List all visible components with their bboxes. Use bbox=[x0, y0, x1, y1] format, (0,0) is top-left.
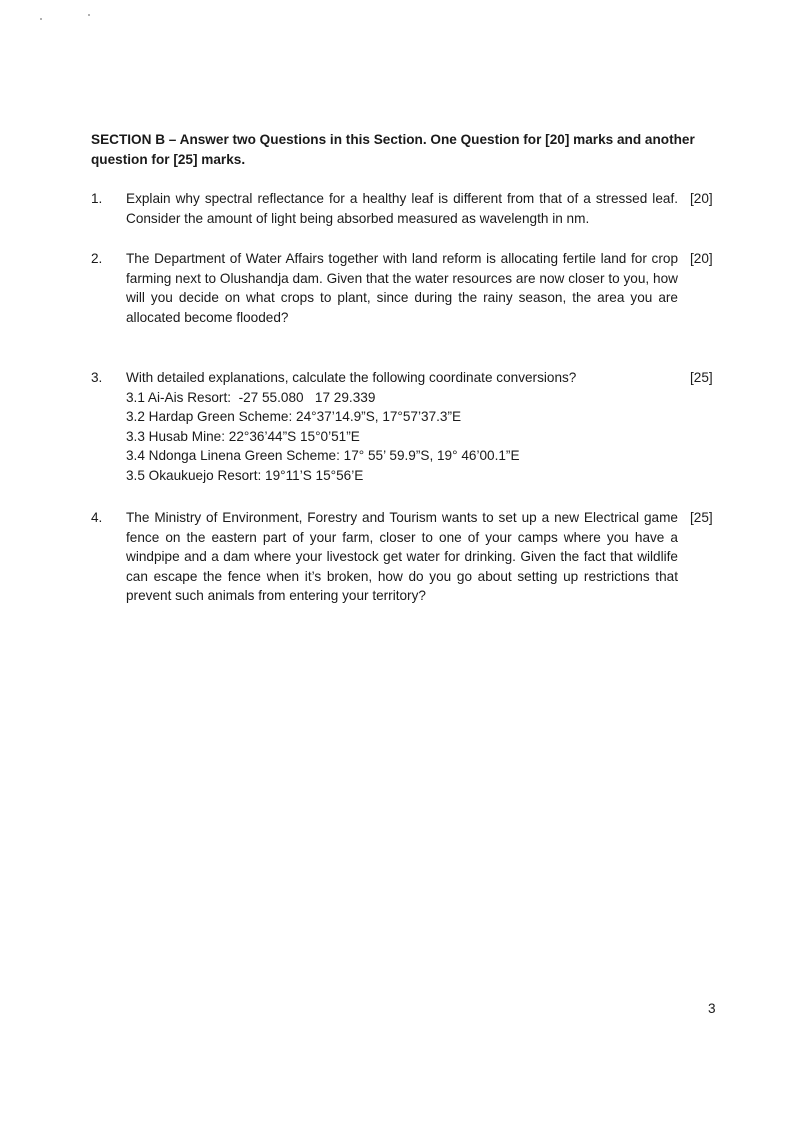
question-marks: [20] bbox=[690, 191, 713, 206]
section-heading: SECTION B – Answer two Questions in this Section. One Question for [20] marks and another question for [25] marks. bbox=[91, 132, 695, 167]
question-2 bbox=[91, 249, 731, 327]
subquestion-3-2: 3.2 Hardap Green Scheme: 24°37’14.9”S, 17°57’37.3”E bbox=[126, 409, 462, 425]
subquestion-3-1: 3.1 Ai-Ais Resort: -27 55.080 17 29.339 bbox=[126, 389, 376, 405]
question-text: With detailed explanations, calculate the following coordinate conversions? bbox=[126, 370, 577, 385]
subquestion-3-3: 3.3 Husab Mine: 22°36’44”S 15°0’51”E bbox=[126, 428, 360, 444]
question-number: 1. bbox=[91, 191, 103, 206]
subquestion-3-5: 3.5 Okaukuejo Resort: 19°11’S 15°56’E bbox=[126, 467, 364, 483]
question-marks: [20] bbox=[690, 251, 713, 266]
question-marks: [25] bbox=[690, 370, 713, 385]
page-number: 3 bbox=[708, 1001, 716, 1016]
question-3 bbox=[91, 368, 731, 486]
subquestion-3-4: 3.4 Ndonga Linena Green Scheme: 17° 55’ 59.9”S, 19° 46’00.1”E bbox=[126, 448, 520, 464]
question-text: Explain why spectral reflectance for a healthy leaf is different from that of a stressed leaf. Consider the amount of light being absorbed measured as wavelength in nm. bbox=[126, 191, 678, 226]
question-1 bbox=[91, 189, 731, 228]
question-text: The Ministry of Environment, Forestry and Tourism wants to set up a new Electrical game fence on the eastern part of your farm, closer to one of your camps where you have a windpipe and a dam where your livestock get water for drinking. Given the fact that wildlife can escape the fence when it’s broken, how do you go about setting up restrictions that prevent such animals from entering your territory? bbox=[126, 510, 678, 604]
question-4 bbox=[91, 508, 731, 606]
question-marks: [25] bbox=[690, 510, 713, 525]
scan-speck bbox=[88, 14, 90, 16]
question-number: 4. bbox=[91, 510, 103, 525]
question-text: The Department of Water Affairs together with land reform is allocating fertile land for crop farming next to Olushandja dam. Given that the water resources are now closer to you, how will you decide on what crops to plant, since during the rainy season, the area you are allocated become flooded? bbox=[126, 251, 678, 325]
scan-speck bbox=[40, 18, 42, 20]
question-number: 3. bbox=[91, 370, 103, 385]
question-number: 2. bbox=[91, 251, 103, 266]
